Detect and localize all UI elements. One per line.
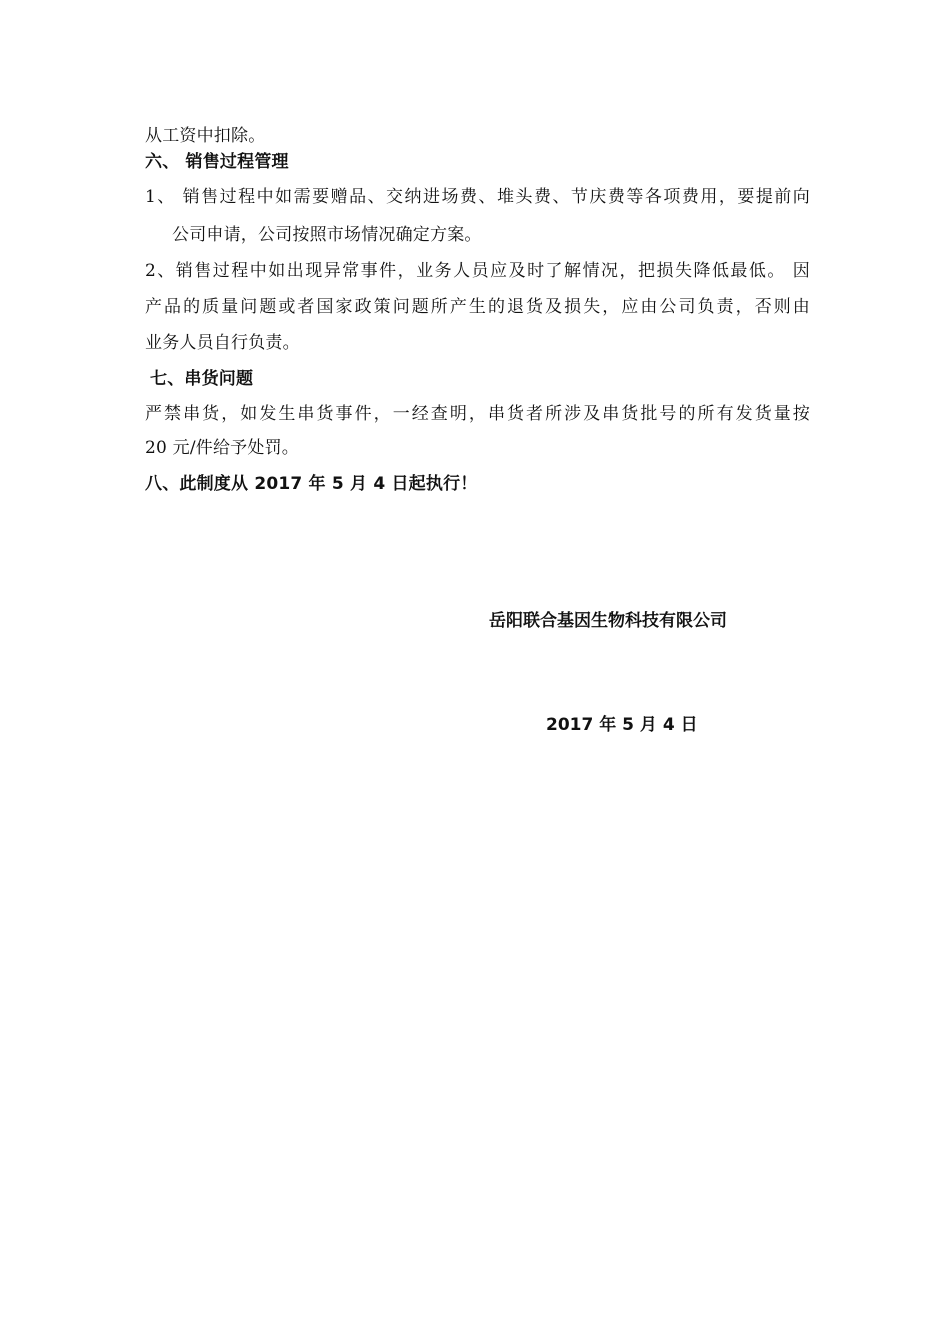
- section-six-item-2-line-1: 2、销售过程中如出现异常事件，业务人员应及时了解情况，把损失降低最低。 因: [145, 261, 810, 281]
- section-six-item-2-line-2: 产品的质量问题或者国家政策问题所产生的退货及损失，应由公司负责，否则由: [145, 297, 810, 317]
- section-six-item-2-line-3: 业务人员自行负责。: [145, 333, 300, 353]
- signature-company: 岳阳联合基因生物科技有限公司: [489, 611, 727, 631]
- signature-date: 2017 年 5 月 4 日: [546, 715, 698, 735]
- section-seven-body-line-1: 严禁串货，如发生串货事件，一经查明，串货者所涉及串货批号的所有发货量按: [145, 404, 810, 424]
- section-six-item-1-line-1: 1、 销售过程中如需要赠品、交纳进场费、堆头费、节庆费等各项费用，要提前向: [145, 187, 810, 207]
- continuation-line: 从工资中扣除。: [145, 126, 266, 146]
- section-six-item-1-line-2: 公司申请，公司按照市场情况确定方案。: [172, 225, 482, 245]
- section-seven-body-line-2: 20 元/件给予处罚。: [145, 438, 299, 458]
- section-seven-heading: 七、串货问题: [150, 369, 254, 389]
- section-eight-heading: 八、此制度从 2017 年 5 月 4 日起执行！: [145, 474, 478, 494]
- section-six-heading: 六、 销售过程管理: [145, 152, 289, 172]
